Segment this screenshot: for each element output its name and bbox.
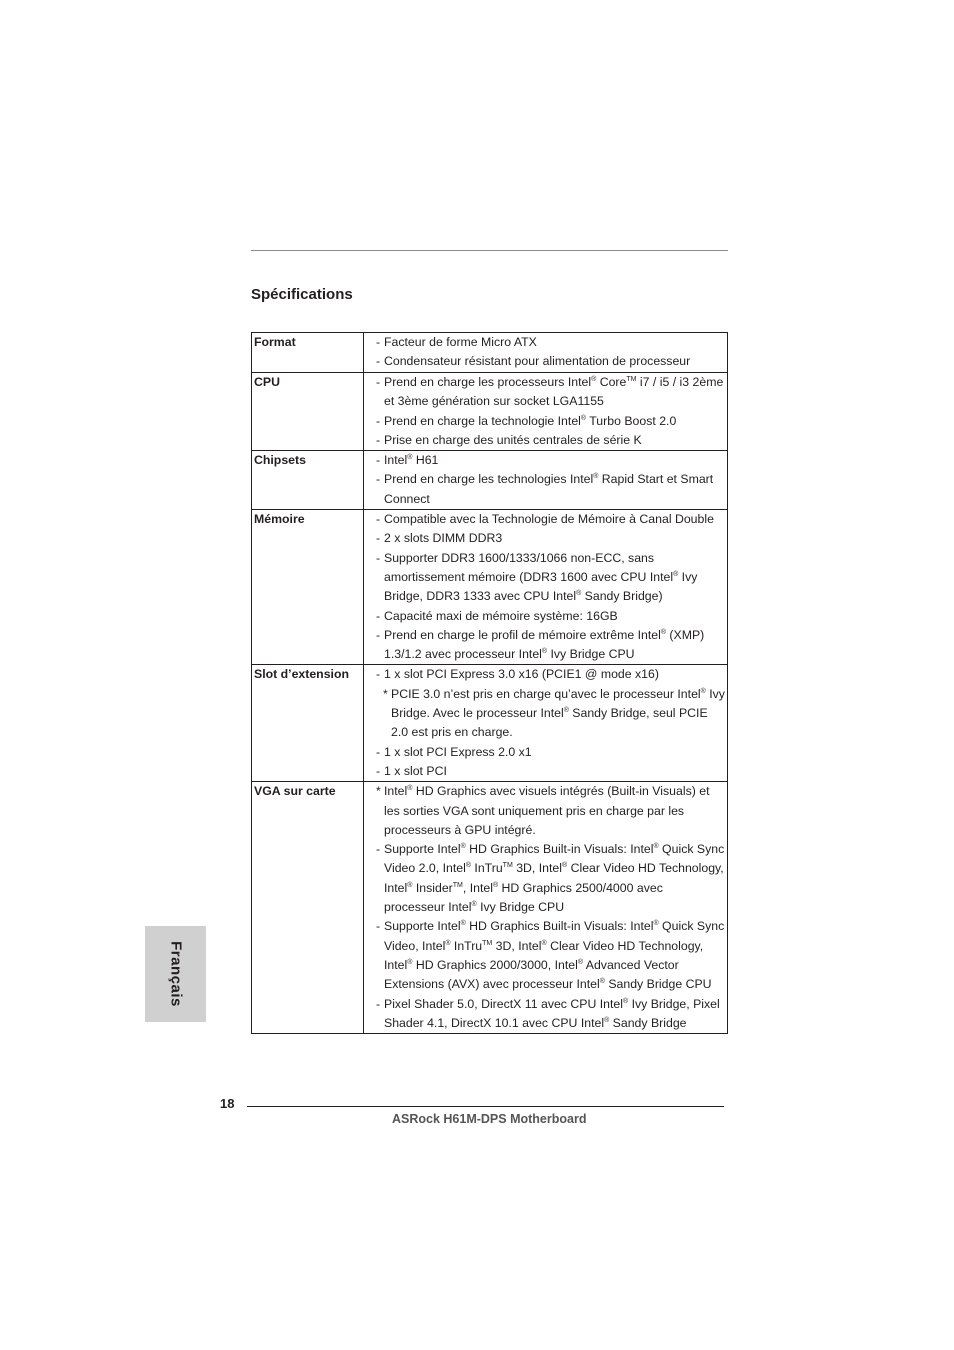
- spec-entry: - Supporter DDR3 1600/1333/1066 non-ECC, sans amortissement mémoire (DDR3 1600 avec CPU Intel® Ivy Bridge, DDR3 1333 avec CPU Intel® Sandy Bridge): [376, 550, 698, 604]
- spec-entry: - Prise en charge des unités centrales de série K: [376, 432, 642, 447]
- spec-label: Mémoire: [252, 510, 364, 665]
- spec-row-format: [252, 333, 728, 373]
- spec-label: CPU: [252, 373, 364, 451]
- spec-row-memoire: [252, 510, 728, 665]
- spec-content: [364, 510, 728, 665]
- spec-entry: - 1 x slot PCI Express 2.0 x1: [376, 744, 532, 759]
- spec-row-slot: [252, 665, 728, 782]
- spec-entry: - Intel® H61: [376, 453, 439, 468]
- spec-content: [364, 373, 728, 451]
- spec-table: [251, 332, 728, 1034]
- spec-entry: - Prend en charge la technologie Intel® Turbo Boost 2.0: [376, 413, 677, 428]
- spec-label: VGA sur carte: [252, 782, 364, 1034]
- spec-entry: - 1 x slot PCI Express 3.0 x16 (PCIE1 @ mode x16): [376, 667, 659, 682]
- spec-row-cpu: [252, 373, 728, 451]
- language-tab: [145, 926, 206, 1022]
- spec-row-chipsets: [252, 451, 728, 510]
- spec-label: Format: [252, 333, 364, 373]
- spec-row-vga: [252, 782, 728, 1034]
- spec-content: [364, 451, 728, 510]
- spec-content: [364, 333, 728, 373]
- spec-entry: - Supporte Intel® HD Graphics Built-in Visuals: Intel® Quick Sync Video 2.0, Intel® InTru™ 3D, Intel® Clear Video HD Technology, Intel® Insider™, Intel® HD Graphics 2500/4000 avec processeur Intel® Ivy Bridge CPU: [376, 842, 725, 915]
- spec-note: * PCIE 3.0 n’est pris en charge qu’avec le processeur Intel® Ivy Bridge. Avec le processeur Intel® Sandy Bridge, seul PCIE 2.0 est pris en charge.: [383, 686, 725, 740]
- spec-entry: - 1 x slot PCI: [376, 763, 447, 778]
- spec-entry: - Pixel Shader 5.0, DirectX 11 avec CPU Intel® Ivy Bridge, Pixel Shader 4.1, DirectX 10.1 avec CPU Intel® Sandy Bridge: [376, 996, 720, 1030]
- spec-note: * Intel® HD Graphics avec visuels intégrés (Built-in Visuals) et les sorties VGA sont uniquement pris en charge par les processeurs à GPU intégré.: [376, 784, 710, 837]
- spec-entry: - Facteur de forme Micro ATX: [376, 335, 537, 349]
- spec-entry: - 2 x slots DIMM DDR3: [376, 531, 503, 546]
- spec-label: Slot d’extension: [252, 665, 364, 782]
- spec-entry: - Compatible avec la Technologie de Mémoire à Canal Double: [376, 512, 714, 527]
- header-rule: [251, 250, 728, 251]
- spec-entry: - Prend en charge le profil de mémoire extrême Intel® (XMP) 1.3/1.2 avec processeur Intel® Ivy Bridge CPU: [376, 627, 705, 662]
- spec-content: [364, 782, 728, 1034]
- spec-label: Chipsets: [252, 451, 364, 510]
- page-number: 18: [220, 1096, 235, 1111]
- language-tab-label: Français: [167, 941, 184, 1007]
- footer-rule: [247, 1106, 724, 1107]
- footer-product-name: ASRock H61M-DPS Motherboard: [392, 1112, 587, 1126]
- spec-entry: - Prend en charge les processeurs Intel® Core™ i7 / i5 / i3 2ème et 3ème génération sur socket LGA1155: [376, 375, 724, 409]
- spec-content: [364, 665, 728, 782]
- spec-entry: - Prend en charge les technologies Intel® Rapid Start et Smart Connect: [376, 472, 714, 506]
- spec-entry: - Supporte Intel® HD Graphics Built-in Visuals: Intel® Quick Sync Video, Intel® InTru™ 3D, Intel® Clear Video HD Technology, Intel® HD Graphics 2000/3000, Intel® Advanced Vector Extensions (AVX) avec processeur Intel® Sandy Bridge CPU: [376, 919, 725, 992]
- spec-entry: - Capacité maxi de mémoire système: 16GB: [376, 608, 618, 623]
- section-title: Spécifications: [251, 286, 353, 303]
- spec-entry: - Condensateur résistant pour alimentation de processeur: [376, 354, 691, 369]
